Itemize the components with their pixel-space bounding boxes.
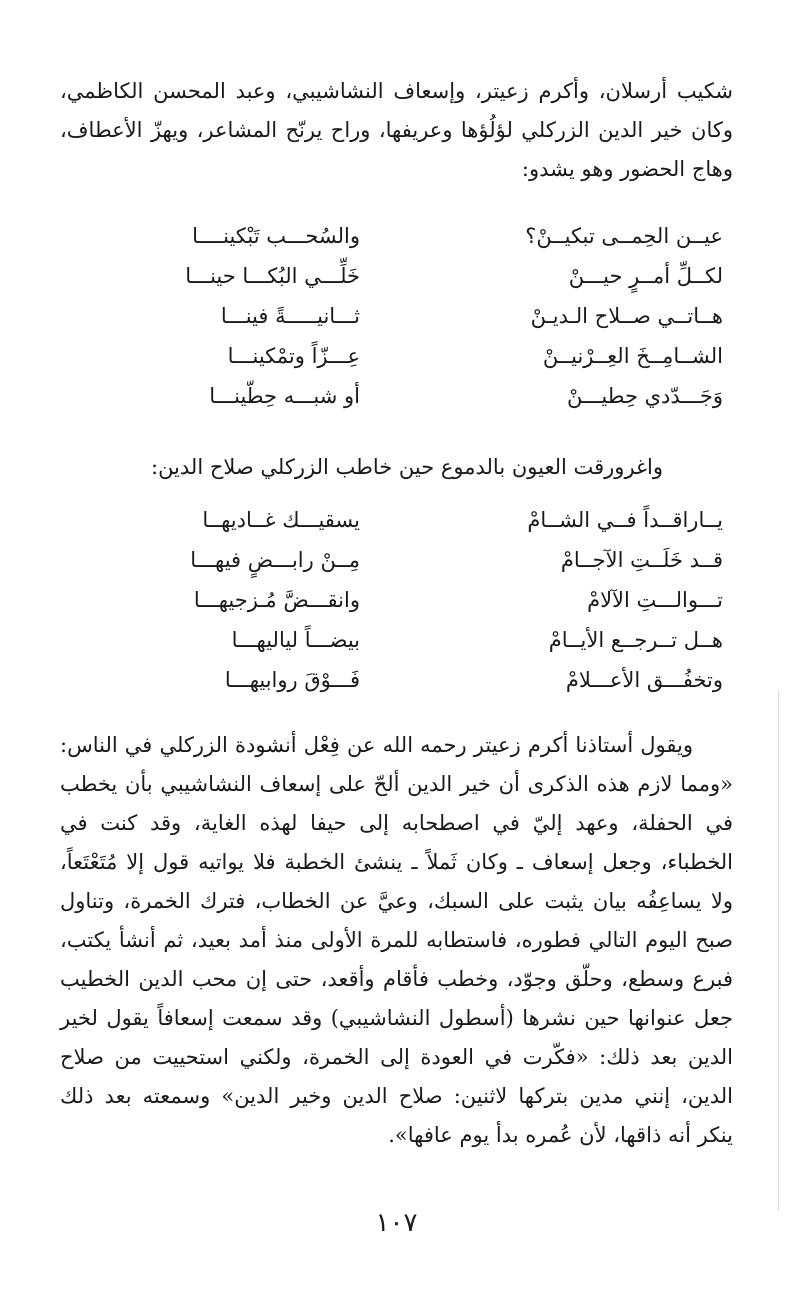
verse-second-hemistich: يسقيـــك غــاديهــا: [202, 508, 360, 532]
poem-verse: [60, 620, 723, 660]
verse-second-hemistich: خَلِّـــي البُكـــا حينـــا: [185, 264, 360, 288]
poem-verse: [60, 296, 723, 336]
verse-first-hemistich: عيــن الحِمــى تبكيــنْ؟: [525, 224, 723, 248]
text-line: جعل عنوانها حين نشرها (أسطول النشاشيبي) وقد سمعت إسعافاً يقول لخير: [60, 1006, 733, 1030]
poem-second: [60, 500, 723, 700]
poem-verse: [60, 216, 723, 256]
transition-line: واغرورقت العيون بالدموع حين خاطب الزركلي صلاح الدين:: [151, 455, 663, 479]
text-line: الدين، إنني مدين بتركها لاثنين: صلاح الدين وخير الدين» وسمعته بعد ذلك: [60, 1084, 733, 1108]
verse-second-hemistich: أو شبـــه حِطّينـــا: [209, 384, 360, 408]
verse-second-hemistich: ثـــانيـــــةً فينـــا: [220, 304, 360, 328]
verse-second-hemistich: والسُحـــب تَبْكينــــا: [192, 224, 360, 248]
poem-verse: [60, 500, 723, 540]
verse-second-hemistich: وانقـــضَّ مُـزجيهـــا: [193, 588, 360, 612]
page-edge-divider: [778, 690, 779, 1210]
text-line: ويقول أستاذنا أكرم زعيتر رحمه الله عن فِعْل أنشودة الزركلي في الناس:: [60, 733, 693, 757]
poem-verse: [60, 376, 723, 416]
text-line: وهاج الحضور وهو يشدو:: [521, 157, 733, 181]
verse-first-hemistich: قــد خَلَــتِ الآجــامْ: [560, 548, 723, 572]
text-line: الدين بعد ذلك: «فكّرت في العودة إلى الخمرة، ولكني استحييت من صلاح: [60, 1045, 733, 1069]
text-line: الخطباء، وجعل إسعاف ـ وكان ثَملاً ـ ينشئ الخطبة فلا يواتيه قول إلا مُتَعْتَعاً،: [60, 850, 733, 874]
poem-verse: [60, 660, 723, 700]
intro-paragraph: [60, 72, 733, 189]
page-number: ١٠٧: [375, 1208, 418, 1238]
verse-first-hemistich: وَجَـــدّدي حِطيـــنْ: [566, 384, 723, 408]
verse-second-hemistich: مِــنْ رابـــضٍ فيهـــا: [190, 548, 360, 572]
poem-verse: [60, 256, 723, 296]
verse-first-hemistich: الشــامِــخَ العِــرْنيــنْ: [542, 344, 723, 368]
poem-verse: [60, 336, 723, 376]
body-paragraph: [60, 726, 733, 1155]
verse-second-hemistich: فَـــوْقَ روابيهـــا: [224, 668, 360, 692]
text-line: صبح اليوم التالي فطوره، فاستطابه للمرة الأولى منذ أمد بعيد، ثم أنشأ يكتب،: [60, 928, 733, 952]
verse-first-hemistich: يــاراقــداً فــي الشــامْ: [527, 508, 723, 532]
text-line: ولا يساعِفُه بيان يثبت على السبك، وعيَّ عن الخطاب، فترك الخمرة، وتناول: [60, 889, 733, 913]
verse-first-hemistich: لكــلِّ أمــرٍ حيـــنْ: [568, 264, 723, 288]
verse-first-hemistich: هــاتــي صــلاح الـديـنْ: [530, 304, 723, 328]
verse-second-hemistich: بيضـــاً لياليهـــا: [231, 628, 360, 652]
text-line: وكان خير الدين الزركلي لؤلُؤها وعريفها، وراح يرنّح المشاعر، ويهزّ الأعطاف،: [60, 118, 733, 142]
poem-verse: [60, 580, 723, 620]
text-line: شكيب أرسلان، وأكرم زعيتر، وإسعاف النشاشيبي، وعبد المحسن الكاظمي،: [60, 79, 733, 103]
text-line: «ومما لازم هذه الذكرى أن خير الدين ألحّ على إسعاف النشاشيبي بأن يخطب: [60, 772, 733, 796]
verse-first-hemistich: تـــوالـــتِ الآلامْ: [587, 588, 723, 612]
text-line: ينكر أنه ذاقها، لأن عُمره بدأ يوم عافها».: [388, 1123, 733, 1147]
verse-first-hemistich: وتخفُـــق الأعـــلامْ: [565, 668, 723, 692]
text-line: فبرع وسطع، وحلّق وجوّد، وخطب فأقام وأقعد، حتى إن محب الدين الخطيب: [60, 967, 733, 991]
poem-first: [60, 216, 723, 416]
verse-first-hemistich: هــل تــرجــع الأيــامْ: [548, 628, 723, 652]
poem-verse: [60, 540, 723, 580]
verse-second-hemistich: عِـــزّاً وتمْكينـــا: [227, 344, 360, 368]
text-line: في الحفلة، وعهد إليّ في اصطحابه إلى حيفا لهذه الغاية، وقد كنت في: [60, 811, 733, 835]
